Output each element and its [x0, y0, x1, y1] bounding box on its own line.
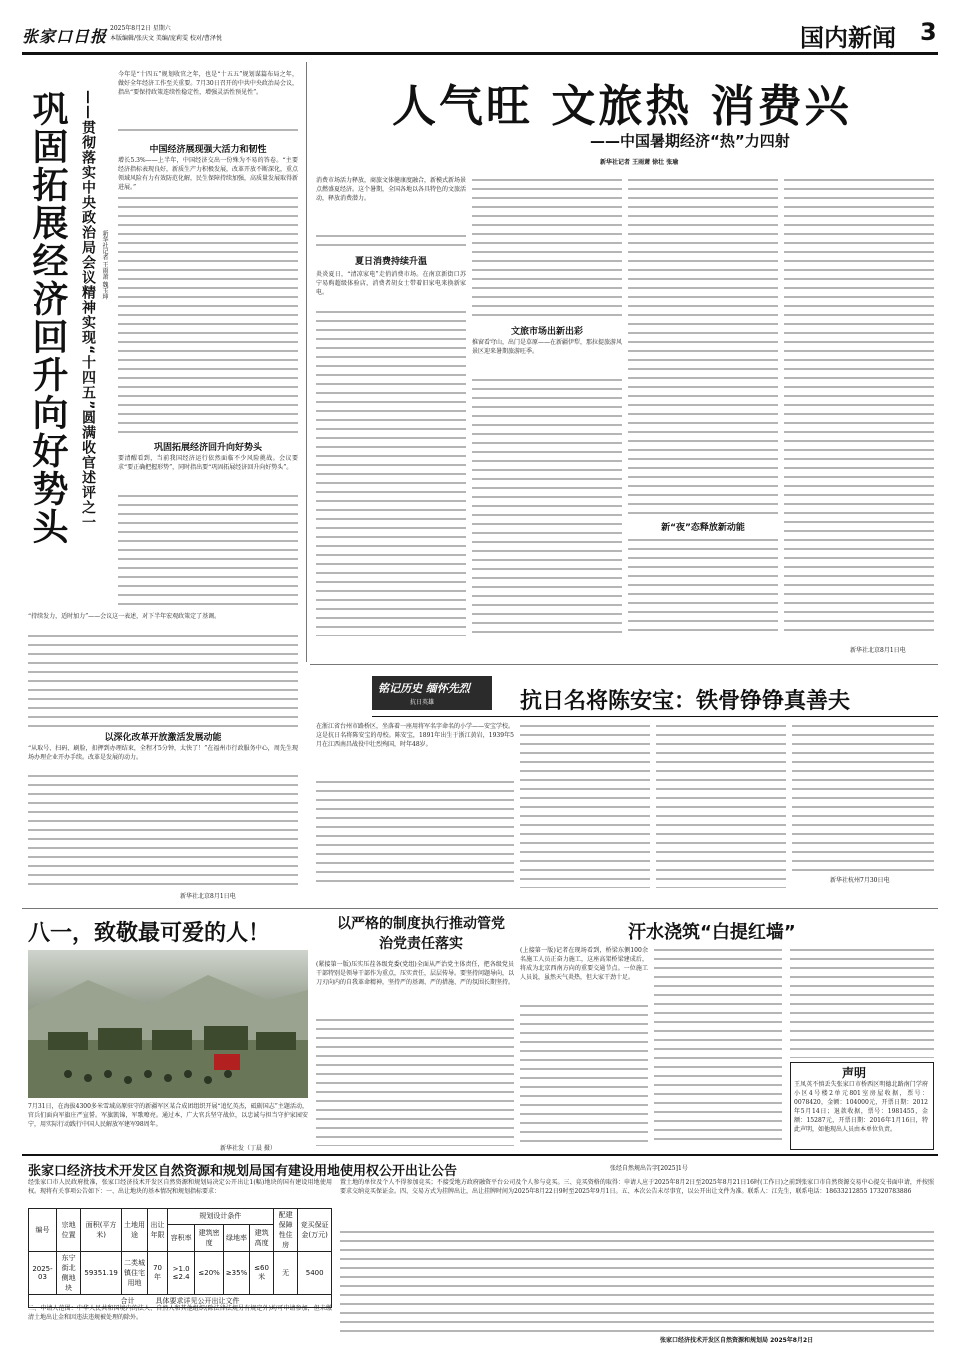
text-column	[654, 946, 782, 1146]
table-row	[29, 1252, 332, 1295]
table-cell: 59351.19	[81, 1252, 121, 1295]
article-top-dateline: 新华社北京8月1日电	[850, 647, 906, 654]
article-top-header-2: 文旅市场出新出彩	[510, 327, 583, 337]
photo-scene	[28, 950, 308, 1098]
issue-date: 2025年8月2日 星期六	[110, 25, 171, 32]
article-top-header-3: 新“夜”态释放新动能	[661, 523, 745, 533]
table-header: 建筑高度	[250, 1224, 274, 1251]
text-column	[28, 632, 298, 728]
article-left-intro: 今年是“十四五”规划收官之年，也是“十五五”规划谋篇布局之年，做好全年经济工作至关重要。7月30日召开的中共中央政治局会议，指出“要保持政策连续性稳定性，增强灵活性预见性”。	[118, 71, 298, 96]
table-header: 绿地率	[223, 1224, 249, 1251]
table-header: 竞买保证金(万元)	[298, 1209, 332, 1252]
photo-caption: 7月31日，在海拔4300多米雪域高原驻守的新疆军区某合成团组织开展“追忆英杰，砥砺国志”主题活动，官兵们面向军旗庄严宣誓。军旗凯锦，军歌嘹亮。通过本，广大官兵坚守战位，以忠诚与担当守护家园安宁，用实际行动践行中国人民解放军建军98周年。	[28, 1103, 308, 1128]
text-column	[340, 1228, 934, 1332]
hero-banner-label: 铭记历史 缅怀先烈	[378, 682, 470, 695]
land-table	[28, 1208, 332, 1308]
text-column	[316, 308, 466, 636]
hero-para: 在浙江省台州市路桥区，坐落着一座用将军名字命名的小学——安宝学校。这是抗日名将陈安宝的母校。陈安宝，1891年出生于浙江黄岩，1939年5月在江西南昌战役中壮烈殉国，时年48岁。	[316, 723, 514, 748]
section-rule	[310, 664, 938, 665]
article-top-title: 人气旺 文旅热 消费兴	[392, 81, 852, 132]
table-cell: 二类城镇住宅用地	[121, 1252, 147, 1295]
article-left-para-d: “从取号、扫码、刷脸，扣押到办理结束，全程才5分钟，太快了！”在福州市行政服务中心，周先生现场办理企业开办手续。改革是发展的动力。	[28, 745, 298, 761]
article-top-para-a: 消费市场活力释放，商旅文体健康度融合，新模式新场景点燃盛夏经济。这个暑期，全国各地以各具特色的文旅活动，释放消费潜力。	[316, 177, 466, 202]
text-column	[656, 722, 786, 888]
text-column	[520, 1002, 648, 1146]
table-cell: 2025-03	[29, 1252, 57, 1295]
announcement-footer: 张家口经济技术开发区自然资源和规划局 2025年8月2日	[660, 1337, 814, 1344]
article-left-para-a: 增长5.3%——上半年，中国经济交出一份殊为不易的答卷。“主要经济指标表现良好，新质生产力积极发展，改革开放不断深化，重点领域风险有力有效防范化解，民生保障持续加强，高质量发展取得新进展。”	[118, 157, 298, 191]
photo-title: 八一，致敬最可爱的人！	[28, 921, 271, 946]
article-left-header-2: 巩固拓展经济回升向好势头	[153, 443, 262, 453]
text-column	[316, 232, 466, 250]
hero-title: 抗日名将陈安宝：铁骨铮铮真善夫	[520, 689, 851, 714]
notice-title: 声明	[842, 1066, 867, 1080]
hero-banner-sublabel: 抗日英雄	[410, 699, 435, 706]
photo-credit: 新华社发（丁晨 摄）	[220, 1145, 276, 1152]
wall-article-title: 汗水浇筑“白提红墙”	[628, 922, 796, 943]
section-rule	[22, 908, 938, 909]
hero-dateline: 新华社杭州7月30日电	[830, 877, 890, 884]
table-header: 面积(平方米)	[81, 1209, 121, 1252]
text-column	[28, 772, 298, 890]
article-left-header-3: 以深化改革开放激活发展动能	[104, 733, 222, 743]
text-column	[790, 946, 934, 1058]
text-column	[118, 492, 298, 612]
table-cell: >1.0 ≤2.4	[167, 1252, 195, 1295]
text-column	[628, 536, 778, 636]
table-header: 出让年限	[148, 1209, 168, 1252]
hero-title-rule	[372, 716, 938, 717]
text-column	[316, 778, 514, 888]
table-header: 建筑密度	[195, 1224, 223, 1251]
wall-article-para: (上接第一版)记者在现场看到，桥梁东侧100余名施工人员正奋力施工，这座高架桥梁建成后，将成为北京西南方向的重要交通节点。一位施工人员说，虽然天气炎热，但大家干劲十足。	[520, 947, 648, 981]
announcement-ref: 张经自然规出告字[2025]1号	[610, 1165, 688, 1172]
article-left-byline: 新华社记者 王雨萧 魏玉坤	[101, 230, 108, 300]
text-column	[792, 722, 934, 872]
table-cell: ≤60米	[250, 1252, 274, 1295]
table-cell: ≥35%	[223, 1252, 249, 1295]
article-left-title: 巩固拓展经济回升向好势头	[27, 90, 68, 546]
article-left-header-1: 中国经济展现强大活力和韧性	[149, 145, 267, 155]
text-column	[118, 126, 298, 138]
table-cell: 5400	[298, 1252, 332, 1295]
party-article-para: (紧接第一版)压实压茬各级党委(党组)全面从严治党主体责任，把各级党员干部特别是领导干部作为重点，压实责任，层层传导。要坚持问题导向，以刀刃向内的自我革命精神，坚持严的基调、严的措施、严的氛围长期坚持。	[316, 961, 514, 986]
article-top-para-b: 炎炎夏日，“清凉家电”走俏消费市场。在南京新街口苏宁易购超级体验店，消费者胡女士带着旧家电来换新家电。	[316, 271, 466, 296]
announcement-section-2: 二、申请人范围：中华人民共和国境内的法人、自然人和其他组织(除法律法规另有规定外)均可申请参加，但未缴清土地出让金和因违法违规被处理的除外。	[28, 1305, 332, 1321]
text-column	[472, 176, 622, 318]
section-title: 国内新闻	[800, 24, 896, 52]
table-header: 编号	[29, 1209, 57, 1252]
table-note: 合计 具体要求详见公开出让文件	[29, 1295, 332, 1308]
text-column	[316, 1016, 514, 1146]
text-column	[628, 176, 778, 516]
text-column	[472, 376, 622, 636]
article-left-dateline: 新华社北京8月1日电	[180, 893, 236, 900]
text-column	[118, 194, 298, 436]
announcement-right-text: 置土地的单位及个人不得参加竞买；不接受地方政府融资平台公司及个人参与竞买。三、竞买资格的取得：申请人应于2025年8月2日至2025年8月21日16时(工作日)之前到张家口市自然资源交易中心提交书面申请，并按照要求交纳竞买保证金。四、交易方式为挂牌出让，出让挂牌时间为2025年8月22日9时至2025年9月1日。五、本次公告未尽事宜，以公开出让文件为准。联系人：江先生，联系电话：18633212855 17320783886	[340, 1179, 934, 1195]
article-top-byline: 新华社记者 王雨萧 徐壮 张瑜	[600, 159, 679, 166]
article-left-subtitle: ——贯彻落实中央政治局会议精神实现“十四五”圆满收官述评之一	[80, 90, 96, 531]
text-column	[520, 722, 650, 888]
column-divider	[306, 62, 307, 662]
table-header: 宗地位置	[56, 1209, 80, 1252]
table-cell: ≤20%	[195, 1252, 223, 1295]
article-left-para-c: “持续发力，适时加力”——会议这一表述，对下半年宏观政策定了基调。	[28, 613, 221, 620]
announcement-title: 张家口经济技术开发区自然资源和规划局国有建设用地使用权公开出让公告	[28, 1164, 458, 1179]
announcement-rule	[22, 1154, 938, 1156]
text-column	[784, 176, 934, 636]
table-header: 土地用途	[121, 1209, 147, 1252]
page-number: 3	[920, 18, 937, 46]
table-header: 容积率	[167, 1224, 195, 1251]
table-cell: 无	[273, 1252, 297, 1295]
article-top-subtitle: ——中国暑期经济“热”力四射	[590, 132, 790, 150]
editors-line: 本版编辑/张庆文 美编/庞莉雯 校对/曹泽悦	[110, 35, 222, 42]
military-photo	[28, 950, 308, 1098]
notice-text: 王凤英不慎丢失张家口市桥西区明德北路南门学府小区4号楼2单元801室房屋收据，票号：0078420，金额：104000元，开票日期：2012年5月14日；退款收据，票号：1981455，金额：15287元，开票日期：2016年1月16日，特此声明，如他现出人员由本单位负责。	[794, 1081, 928, 1133]
announcement-intro: 经张家口市人民政府批准，张家口经济技术开发区自然资源和规划局决定公开出让1(幅)地块的国有建设用地使用权。现将有关事项公告如下：一、出让地块的基本情况和规划指标要求：	[28, 1179, 332, 1195]
article-top-para-c: 推窗看穹山，出门是草原——在新疆伊犁，那拉提旅游风景区迎来暑期旅游旺季。	[472, 339, 622, 355]
masthead-rule	[22, 52, 938, 55]
table-group-header: 规划设计条件	[167, 1209, 273, 1225]
table-cell: 东宁街北侧地块	[56, 1252, 80, 1295]
table-cell: 70年	[148, 1252, 168, 1295]
table-header: 配建保障性住房	[273, 1209, 297, 1252]
article-top-header-1: 夏日消费持续升温	[354, 257, 427, 267]
party-article-title: 以严格的制度执行推动管党治党责任落实	[337, 916, 505, 952]
newspaper-logo: 张家口日报	[22, 27, 108, 46]
article-left-para-b: 要清醒看到，当前我国经济运行依然面临不少风险挑战。会议要求“要正确把握形势”，同时指出要“巩固拓展经济回升向好势头”。	[118, 455, 298, 471]
